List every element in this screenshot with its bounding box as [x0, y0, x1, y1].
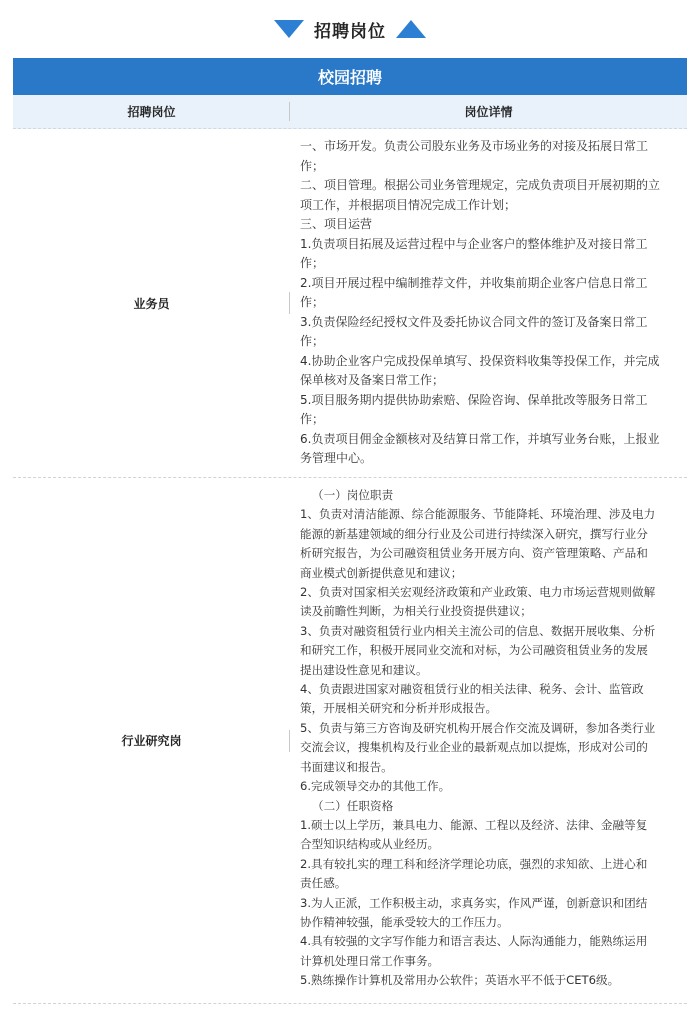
position-name: [13, 478, 290, 1003]
section-title: 校园招聘: [317, 68, 382, 87]
detail-line: 交流会议，搜集机构及行业企业的最新观点加以提炼，形成对公司的: [300, 740, 648, 755]
column-divider: [289, 292, 290, 314]
detail-line: 5.熟练操作计算机及常用办公软件；英语水平不低于CET6级。: [300, 973, 620, 988]
detail-line: 作；: [300, 412, 325, 426]
detail-line: 5.项目服务期内提供协助索赔、保险咨询、保单批改等服务日常工: [300, 392, 648, 407]
detail-line: 二、项目管理。根据公司业务管理规定，完成负责项目开展初期的立: [300, 178, 661, 192]
triangle-down-icon: [274, 20, 304, 38]
detail-line: 2.项目开展过程中编制推荐文件，并收集前期企业客户信息日常工: [300, 275, 648, 290]
position-name-label: 业务员: [133, 296, 170, 311]
detail-line: 4.具有较强的文字写作能力和语言表达、人际沟通能力，能熟练运用: [300, 934, 648, 949]
detail-line: 读及前瞻性判断，为相关行业投资提供建议；: [300, 604, 532, 619]
detail-line: 责任感。: [300, 876, 347, 891]
detail-line: 合型知识结构或从业经历。: [300, 837, 440, 852]
detail-line: 4.协助企业客户完成投保单填写、投保资料收集等投保工作，并完成: [300, 353, 660, 368]
table-header: [13, 95, 687, 129]
detail-line: 3.为人正派，工作积极主动，求真务实，作风严谨，创新意识和团结: [300, 895, 648, 910]
detail-line: 1、负责对清洁能源、综合能源服务、节能降耗、环境治理、涉及电力: [300, 507, 656, 522]
page-title: 招聘岗位: [314, 21, 386, 42]
detail-line: 商业模式创新提供意见和建议；: [300, 565, 463, 580]
position-details: [290, 478, 687, 1003]
detail-line: 6.完成领导交办的其他工作。: [300, 779, 451, 794]
detail-line: 2.具有较扎实的理工科和经济学理论功底，强烈的求知欲、上进心和: [300, 856, 648, 871]
detail-line: 作；: [300, 295, 325, 309]
detail-line: 1.硕士以上学历，兼具电力、能源、工程以及经济、法律、金融等复: [300, 817, 648, 832]
detail-line: 能源的新基建领域的细分行业及公司进行持续深入研究，撰写行业分: [300, 526, 648, 541]
detail-line: 作；: [300, 256, 325, 270]
detail-subheading: （二）任职资格: [312, 798, 394, 813]
page-title-bar: [0, 0, 700, 58]
detail-line: 项工作，并根据项目情况完成工作计划；: [300, 197, 517, 212]
detail-line: 2、负责对国家相关宏观经济政策和产业政策、电力市场运营规则做解: [300, 585, 656, 600]
detail-line: 6.负责项目佣金金额核对及结算日常工作，并填写业务台账，上报业: [300, 431, 660, 446]
detail-line: 协作精神较强，能承受较大的工作压力。: [300, 914, 509, 929]
detail-subheading: （一）岗位职责: [312, 488, 394, 502]
detail-line: 保单核对及备案日常工作；: [300, 373, 445, 387]
detail-line: 一、市场开发。负责公司股东业务及市场业务的对接及拓展日常工: [300, 139, 649, 153]
column-header-position: 招聘岗位: [13, 95, 290, 128]
detail-line: 务管理中心。: [300, 451, 373, 465]
detail-line: 三、项目运营: [300, 217, 373, 231]
detail-line: 5、负责与第三方咨询及研究机构开展合作交流及调研，参加各类行业: [300, 720, 656, 735]
detail-line: 作；: [300, 158, 325, 173]
detail-line: 和研究工作，积极开展同业交流和对标，为公司融资租赁业务的发展: [300, 643, 648, 658]
position-name-label: 行业研究岗: [121, 734, 182, 748]
section-header: [13, 58, 687, 95]
detail-line: 书面建议和报告。: [300, 759, 393, 774]
detail-line: 提出建设性意见和建议。: [300, 662, 428, 677]
detail-line: 3.负责保险经纪授权文件及委托协议合同文件的签订及备案日常工: [300, 314, 648, 329]
detail-line: 析研究报告，为公司融资租赁业务开展方向、资产管理策略、产品和: [300, 546, 648, 561]
column-header-details: 岗位详情: [464, 105, 513, 119]
position-name: [13, 129, 290, 477]
detail-line: 作；: [300, 334, 325, 348]
detail-line: 1.负责项目拓展及运营过程中与企业客户的整体维护及对接日常工: [300, 236, 648, 251]
detail-line: 3、负责对融资租赁行业内相关主流公司的信息、数据开展收集、分析: [300, 623, 656, 638]
column-divider: [289, 730, 290, 752]
detail-line: 计算机处理日常工作事务。: [300, 953, 440, 968]
detail-line: 策，开展相关研究和分析并形成报告。: [300, 701, 498, 716]
detail-line: 4、负责跟进国家对融资租赁行业的相关法律、税务、会计、监管政: [300, 682, 644, 697]
table-row: [13, 129, 687, 478]
position-details: [290, 129, 687, 477]
positions-table: [13, 95, 687, 1004]
triangle-up-icon: [396, 20, 426, 38]
table-row: [13, 478, 687, 1004]
